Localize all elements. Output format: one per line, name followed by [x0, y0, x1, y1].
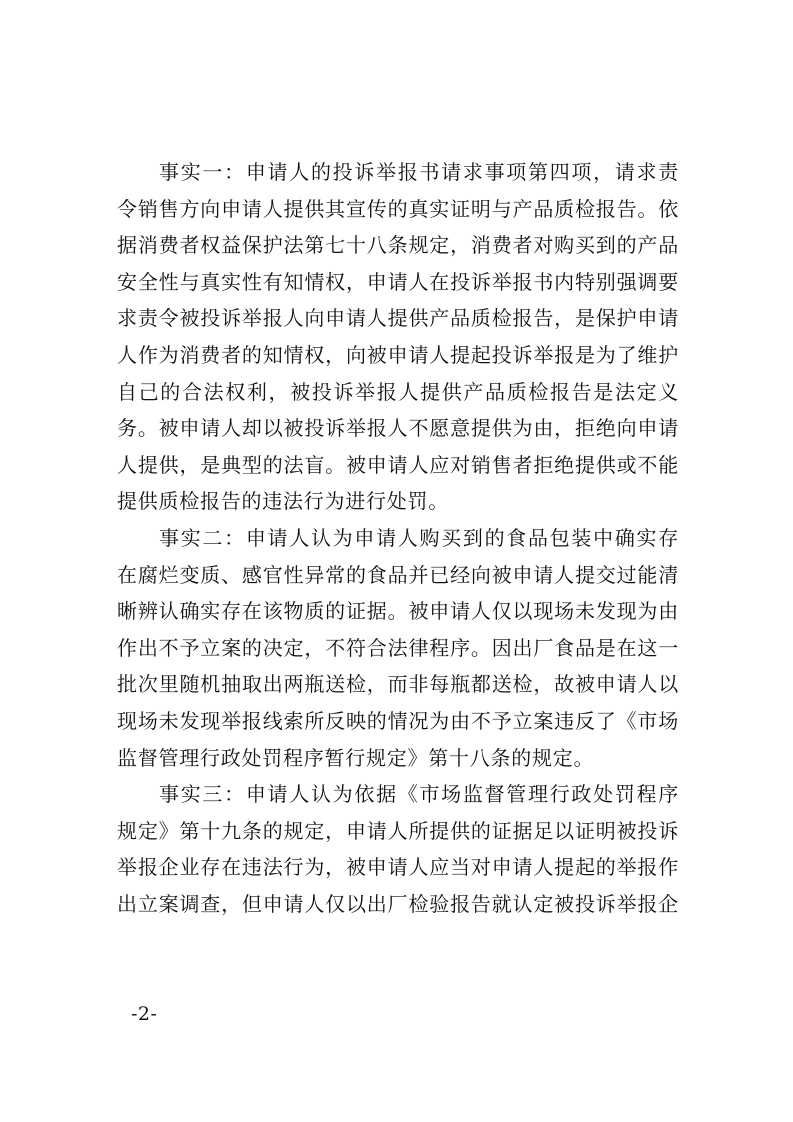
- text-line: 规定》第十九条的规定，申请人所提供的证据足以证明被投诉: [117, 818, 679, 843]
- text-line: 作出不予立案的决定，不符合法律程序。因出厂食品是在这一: [117, 635, 679, 660]
- text-line: 自己的合法权利，被投诉举报人提供产品质检报告是法定义: [117, 379, 679, 404]
- text-line: 提供质检报告的违法行为进行处罚。: [117, 489, 449, 514]
- text-line: 务。被申请人却以被投诉举报人不愿意提供为由，拒绝向申请: [117, 416, 679, 441]
- page-number: -2-: [131, 1003, 158, 1025]
- text-line: 据消费者权益保护法第七十八条规定，消费者对购买到的产品: [117, 233, 679, 258]
- text-line: 事实三：申请人认为依据《市场监督管理行政处罚程序: [159, 782, 679, 807]
- text-line: 现场未发现举报线索所反映的情况为由不予立案违反了《市场: [117, 708, 679, 733]
- paragraph-fact-three: [117, 776, 679, 922]
- paragraph-fact-one: [117, 154, 679, 520]
- text-line: 事实一：申请人的投诉举报书请求事项第四项，请求责: [159, 160, 679, 184]
- text-line: 举报企业存在违法行为，被申请人应当对申请人提起的举报作: [117, 855, 679, 880]
- text-line: 事实二：申请人认为申请人购买到的食品包装中确实存: [159, 525, 679, 550]
- text-line: 在腐烂变质、感官性异常的食品并已经向被申请人提交过能清: [117, 562, 679, 587]
- text-line: 人提供，是典型的法盲。被申请人应对销售者拒绝提供或不能: [117, 452, 679, 477]
- paragraph-fact-two: [117, 520, 679, 776]
- text-line: 人作为消费者的知情权，向被申请人提起投诉举报是为了维护: [117, 342, 679, 367]
- text-line: 出立案调查，但申请人仅以出厂检验报告就认定被投诉举报企: [117, 891, 679, 916]
- text-line: 晰辨认确实存在该物质的证据。被申请人仅以现场未发现为由: [117, 599, 679, 624]
- text-line: 监督管理行政处罚程序暂行规定》第十八条的规定。: [117, 745, 595, 770]
- text-line: 批次里随机抽取出两瓶送检，而非每瓶都送检，故被申请人以: [117, 672, 679, 697]
- text-line: 安全性与真实性有知情权，申请人在投诉举报书内特别强调要: [117, 269, 679, 294]
- text-line: 求责令被投诉举报人向申请人提供产品质检报告，是保护申请: [117, 306, 679, 331]
- text-line: 令销售方向申请人提供其宣传的真实证明与产品质检报告。依: [117, 196, 679, 221]
- document-body: [117, 154, 679, 922]
